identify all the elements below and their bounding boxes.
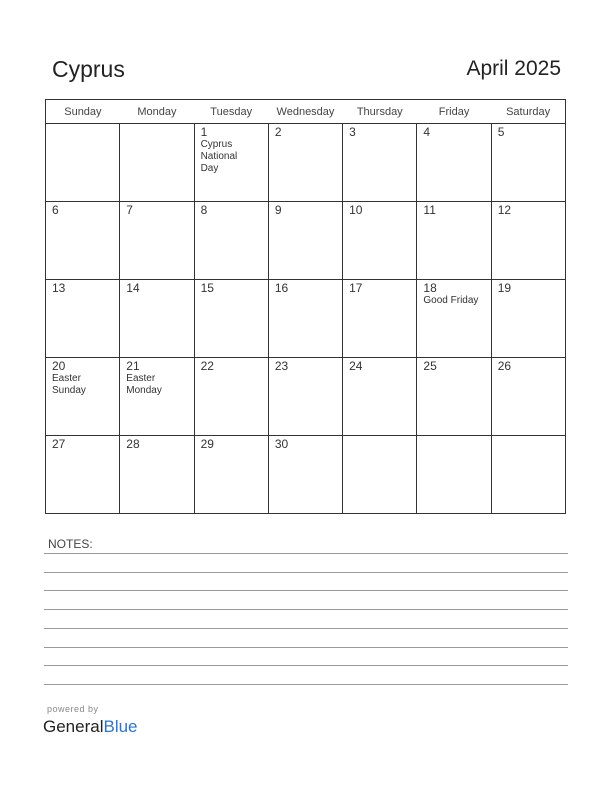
weekday-header: Monday xyxy=(120,100,194,124)
day-cell xyxy=(491,202,565,280)
holiday-label: Easter Monday xyxy=(126,373,162,396)
day-cell xyxy=(417,280,491,358)
day-cell xyxy=(46,358,120,436)
day-number: 21 xyxy=(126,359,140,373)
holiday-label: Good Friday xyxy=(423,295,479,306)
day-number: 3 xyxy=(349,125,356,139)
weekday-header-row xyxy=(46,100,566,124)
day-number: 25 xyxy=(423,359,437,373)
day-cell xyxy=(194,202,268,280)
day-number: 10 xyxy=(349,203,363,217)
day-number: 13 xyxy=(52,281,66,295)
notes-line xyxy=(44,590,568,591)
notes-line xyxy=(44,628,568,629)
day-cell xyxy=(343,358,417,436)
day-cell xyxy=(343,436,417,514)
day-cell xyxy=(491,358,565,436)
day-number: 18 xyxy=(423,281,437,295)
day-cell xyxy=(343,202,417,280)
notes-line xyxy=(44,609,568,610)
day-number: 6 xyxy=(52,203,59,217)
day-number: 8 xyxy=(200,203,208,217)
day-cell xyxy=(120,202,194,280)
day-number: 27 xyxy=(52,437,66,451)
day-number: 29 xyxy=(200,437,214,451)
week-row xyxy=(46,358,566,436)
day-cell xyxy=(491,280,565,358)
country-title: Cyprus xyxy=(52,56,125,82)
generalblue-logo xyxy=(43,717,138,737)
day-cell xyxy=(120,436,194,514)
day-cell xyxy=(343,280,417,358)
logo-text-general: General xyxy=(43,717,104,736)
day-cell xyxy=(120,124,194,202)
week-row xyxy=(46,436,566,514)
calendar-grid xyxy=(45,99,566,514)
day-number: 24 xyxy=(349,359,363,373)
day-cell xyxy=(491,124,565,202)
day-cell xyxy=(46,280,120,358)
day-number: 7 xyxy=(126,203,133,217)
day-cell xyxy=(120,358,194,436)
day-cell xyxy=(46,202,120,280)
day-cell xyxy=(417,358,491,436)
day-number: 9 xyxy=(274,203,282,217)
day-cell xyxy=(46,436,120,514)
day-cell xyxy=(417,202,491,280)
powered-by-text: powered by xyxy=(47,704,99,714)
day-cell xyxy=(194,124,268,202)
day-cell xyxy=(46,124,120,202)
day-number: 14 xyxy=(126,281,140,295)
notes-line xyxy=(44,665,568,666)
day-number: 16 xyxy=(274,281,289,295)
day-number: 17 xyxy=(349,281,363,295)
notes-line xyxy=(44,647,568,648)
day-cell xyxy=(268,202,342,280)
day-cell xyxy=(343,124,417,202)
day-cell xyxy=(268,280,342,358)
weekday-header: Sunday xyxy=(46,100,120,124)
week-row xyxy=(46,202,566,280)
day-cell xyxy=(417,124,491,202)
day-number: 22 xyxy=(200,359,214,373)
logo-text-blue: Blue xyxy=(103,717,138,736)
day-cell xyxy=(491,436,565,514)
day-number: 5 xyxy=(497,125,505,139)
weekday-header: Saturday xyxy=(491,100,565,124)
day-cell xyxy=(268,358,342,436)
holiday-label: Easter Sunday xyxy=(52,373,86,396)
day-cell xyxy=(417,436,491,514)
week-row xyxy=(46,280,566,358)
weekday-header: Thursday xyxy=(343,100,417,124)
day-number: 20 xyxy=(52,359,66,373)
month-year-title: April 2025 xyxy=(466,57,561,80)
week-row xyxy=(46,124,566,202)
day-cell xyxy=(194,280,268,358)
weekday-header: Tuesday xyxy=(194,100,268,124)
day-number: 23 xyxy=(274,359,289,373)
day-cell xyxy=(194,436,268,514)
notes-line xyxy=(44,684,568,685)
notes-label: NOTES: xyxy=(48,537,93,551)
holiday-label: Cyprus National Day xyxy=(200,139,238,174)
weekday-header: Friday xyxy=(417,100,491,124)
notes-line xyxy=(44,553,568,554)
day-number: 12 xyxy=(497,203,512,217)
day-cell xyxy=(120,280,194,358)
day-number: 2 xyxy=(274,125,282,139)
notes-line xyxy=(44,572,568,573)
day-number: 15 xyxy=(200,281,214,295)
weekday-header: Wednesday xyxy=(268,100,342,124)
day-number: 4 xyxy=(423,125,431,139)
day-cell xyxy=(194,358,268,436)
day-number: 26 xyxy=(497,359,512,373)
day-number: 11 xyxy=(423,203,436,217)
day-number: 1 xyxy=(200,125,208,139)
day-number: 30 xyxy=(274,437,289,451)
day-cell xyxy=(268,436,342,514)
day-number: 19 xyxy=(497,281,512,295)
day-number: 28 xyxy=(126,437,140,451)
day-cell xyxy=(268,124,342,202)
